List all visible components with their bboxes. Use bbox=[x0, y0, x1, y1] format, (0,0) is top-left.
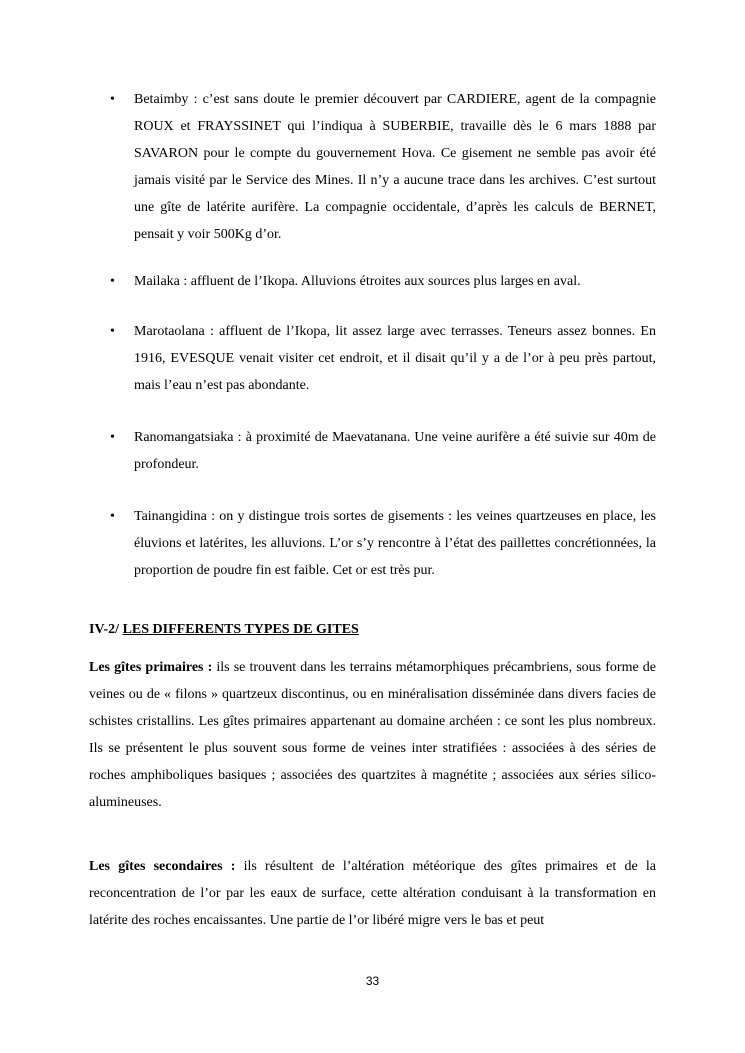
list-item bbox=[110, 318, 656, 399]
paragraph-text: ils se trouvent dans les terrains métamorphiques précambriens, sous forme de veines ou de « filons » quartzeux discontinus, ou en minéralisation disséminée dans divers facies de schistes cristallins. Les gîtes primaires appartenant au domaine archéen : ce sont les plus nombreux. Ils se présentent le plus souvent sous forme de veines inter stratifiées : associées à des séries de roches amphiboliques basiques ; associées des quartzites à magnétite ; associées aux séries silico-alumineuses. bbox=[89, 660, 656, 810]
paragraph-text: ils résultent de l’altération météorique des gîtes primaires et de la reconcentration de l’or par les eaux de surface, cette altération conduisant à la transformation en latérite des roches encaissantes. Une partie de l’or libéré migre vers le bas et peut bbox=[89, 859, 656, 928]
bullet-icon: • bbox=[110, 92, 115, 107]
section-number: IV-2/ bbox=[89, 622, 120, 637]
page-number: 33 bbox=[365, 974, 380, 988]
list-item-text: Mailaka : affluent de l’Ikopa. Alluvions étroites aux sources plus larges en aval. bbox=[134, 274, 581, 289]
bullet-icon: • bbox=[110, 509, 115, 524]
bullet-icon: • bbox=[110, 430, 115, 445]
list-item-text: Betaimby : c’est sans doute le premier découvert par CARDIERE, agent de la compagnie ROUX et FRAYSSINET qui l’indiqua à SUBERBIE, travaille dès le 6 mars 1888 par SAVARON pour le compte du gouvernement Hova. Ce gisement ne semble pas avoir été jamais visité par le Service des Mines. Il n’y a aucune trace dans les archives. C’est surtout une gîte de latérite aurifère. La compagnie occidentale, d’après les calculs de BERNET, pensait y voir 500Kg d’or. bbox=[134, 92, 656, 242]
bullet-icon: • bbox=[110, 324, 115, 339]
list-item bbox=[110, 268, 656, 295]
list-item-text: Marotaolana : affluent de l’Ikopa, lit assez large avec terrasses. Teneurs assez bonnes. En 1916, EVESQUE venait visiter cet endroit, et il disait qu’il y a de l’or à peu près partout, mais l’eau n’est pas abondante. bbox=[134, 324, 656, 393]
paragraph-secondary-deposits bbox=[89, 853, 656, 934]
paragraph-primary-deposits bbox=[89, 654, 656, 816]
section-title: LES DIFFERENTS TYPES DE GITES bbox=[122, 622, 359, 637]
list-item-text: Tainangidina : on y distingue trois sortes de gisements : les veines quartzeuses en place, les éluvions et latérites, les alluvions. L’or s’y rencontre à l’état des paillettes concrétionnées, la proportion de poudre fin est faible. Cet or est très pur. bbox=[134, 509, 656, 578]
list-item bbox=[110, 503, 656, 584]
list-item bbox=[110, 86, 656, 248]
list-item-text: Ranomangatsiaka : à proximité de Maevatanana. Une veine aurifère a été suivie sur 40m de profondeur. bbox=[134, 430, 656, 472]
section-heading bbox=[89, 618, 359, 642]
paragraph-lead: Les gîtes primaires : bbox=[89, 660, 213, 675]
list-item bbox=[110, 424, 656, 478]
paragraph-lead: Les gîtes secondaires : bbox=[89, 859, 236, 874]
bullet-icon: • bbox=[110, 274, 115, 289]
